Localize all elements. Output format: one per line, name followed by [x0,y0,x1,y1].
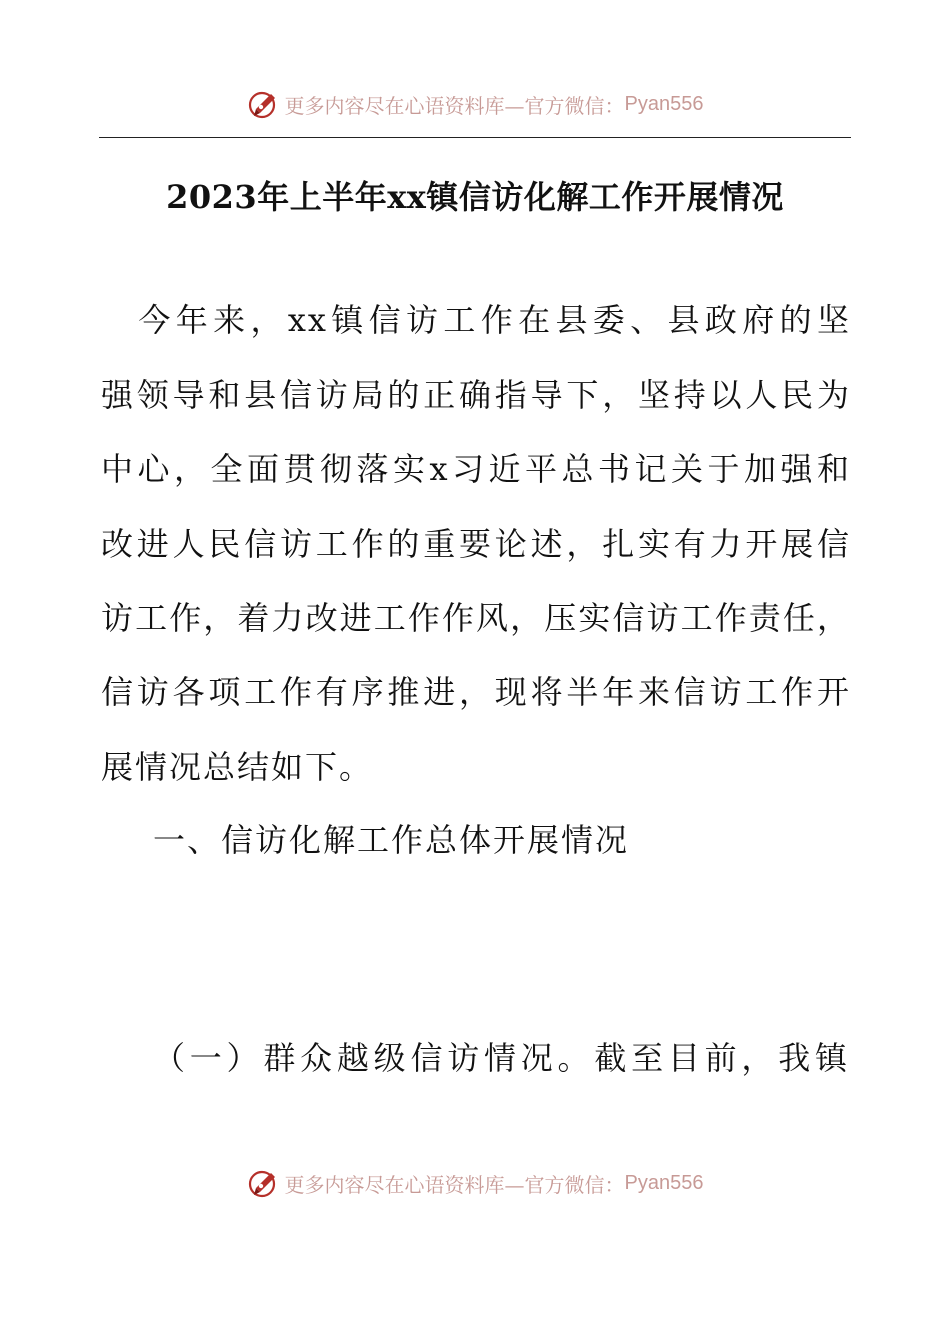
body-line: 改进人民信访工作的重要论述，扎实有力开展信 [101,525,851,563]
body-line: 中心，全面贯彻落实x习近平总书记关于加强和 [101,450,851,488]
watermark-text: 更多内容尽在心语资料库—官方微信： [284,93,625,118]
footer-watermark [0,1165,950,1201]
body-line: 信访各项工作有序推进，现将半年来信访工作开 [101,673,851,711]
body-line: 今年来，xx镇信访工作在县委、县政府的坚 [101,301,851,339]
document-title: 2023年上半年xx镇信访化解工作开展情况 [166,178,784,216]
watermark-text: 更多内容尽在心语资料库—官方微信： [284,1172,625,1197]
header-divider [99,137,851,138]
subsection-line: （一）群众越级信访情况。截至目前，我镇 [153,1039,851,1077]
body-line: 展情况总结如下。 [101,748,374,786]
watermark-wechat-id: Pyan556 [624,1171,704,1194]
pen-logo-icon [247,1166,281,1200]
section-heading: 一、信访化解工作总体开展情况 [153,821,630,859]
pen-logo-icon [247,87,281,121]
body-line: 访工作，着力改进工作作风，压实信访工作责任， [101,599,851,637]
header-watermark [0,86,950,122]
watermark-wechat-id: Pyan556 [624,92,704,115]
body-line: 强领导和县信访局的正确指导下，坚持以人民为 [101,376,851,414]
